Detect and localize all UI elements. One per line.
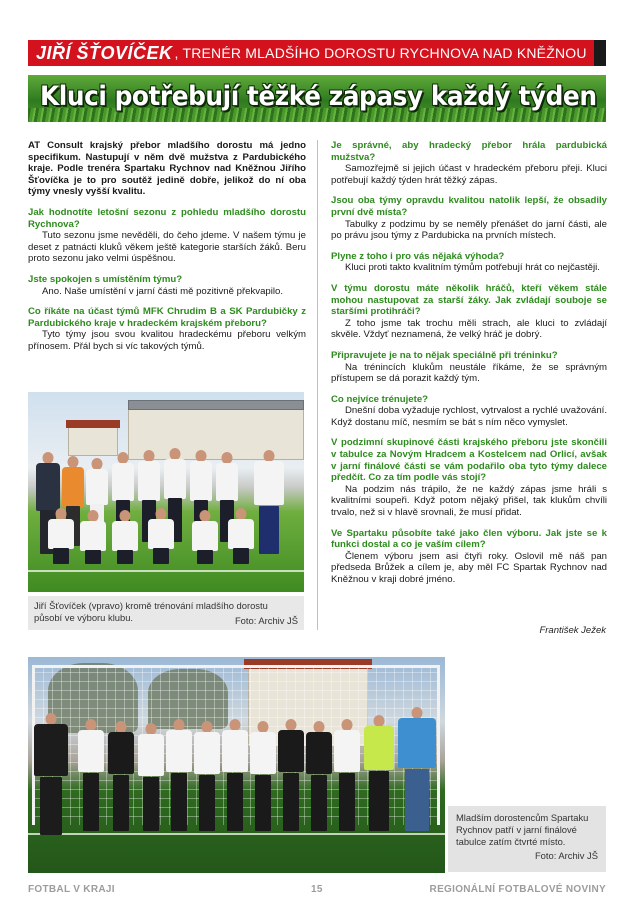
coach (254, 450, 284, 556)
answer: Z toho jsme tak trochu měli strach, ale kluci to zvládají skvěle. Vždyť neznamená, že velký hráč je dobrý. (331, 317, 607, 341)
photo2-credit: Foto: Archiv JŠ (534, 850, 598, 861)
qa-item (331, 195, 607, 241)
headline-strip (28, 75, 606, 122)
team-photo-goal (28, 657, 445, 873)
photo1-caption: Jiří Šťovíček (vpravo) kromě trénování mladšího dorostu působí ve výboru klubu. (34, 600, 268, 623)
photo1-caption-box (28, 596, 304, 630)
question: Co říkáte na účast týmů MFK Chrudim B a SK Pardubičky z Pardubického kraje v hradeckém krajském přeboru? (28, 306, 306, 329)
team-photo-coach (28, 392, 304, 592)
player (108, 721, 134, 833)
qa-item (331, 528, 607, 586)
question: Plyne z toho i pro vás nějaká výhoda? (331, 250, 505, 262)
player-front (148, 508, 174, 564)
qa-item (28, 207, 306, 265)
player-front (80, 510, 106, 564)
question: Jak hodnotíte letošní sezonu z pohledu mladšího dorostu Rychnova? (28, 206, 306, 230)
qa-item (28, 274, 306, 297)
coach (34, 713, 68, 837)
player (222, 719, 248, 833)
answer: Tuto sezonu jsme nevěděli, do čeho jdeme. V našem týmu je deset z patnácti kluků věkem ještě kategorie starších žáků. Beru proto sezonu jako velmi úspěšnou. (28, 230, 306, 265)
right-column (331, 140, 607, 595)
page-number: 15 (311, 884, 323, 895)
player-front (228, 508, 254, 564)
answer: Tyto týmy jsou svou kvalitou hradeckému přeboru velkým přínosem. Přál bych si víc takových týmů. (28, 329, 306, 352)
player (334, 719, 360, 833)
player (278, 719, 304, 833)
title-banner (28, 40, 606, 66)
field-line (28, 570, 304, 572)
player-front (112, 510, 138, 564)
answer: Ano. Naše umístění v jarní části mě pozitivně překvapilo. (42, 285, 284, 297)
footer-publication: REGIONÁLNÍ FOTBALOVÉ NOVINY (429, 884, 606, 895)
left-column (28, 140, 306, 362)
question: Je správné, aby hradecký přebor hrála pardubická mužstva? (331, 140, 607, 163)
article-intro: AT Consult krajský přebor mladšího dorostu má jedno specifikum. Nastupují v něm dvě mužstva z Pardubického kraje. Podle trenéra Spartaku Rychnov nad Kněžnou Jiřího Šťovíčka je to pro soutěž jedině dobře, jelikož do ní oba týmy vnesly vyšší kvalitu. (28, 140, 306, 198)
qa-item (331, 437, 607, 518)
photo2-caption: Mladším dorostencům Spartaku Rychnov patří v jarní finálové tabulce zatím čtvrté místo. (456, 812, 589, 847)
player (166, 719, 192, 833)
goalkeeper (364, 715, 394, 833)
article-author: František Ježek (539, 625, 606, 636)
banner-role: , TRENÉR MLADŠÍHO DOROSTU RYCHNOVA NAD KNĚŽNOU (174, 45, 587, 61)
house (68, 426, 118, 456)
player (138, 723, 164, 833)
answer: Dnešní doba vyžaduje rychlost, vytrvalost a rychlé uvažování. Když dostanu míč, nesmím se bát s ním něco vymyslet. (331, 405, 607, 428)
question: V podzimní skupinové části krajského přeboru jste skončili v tabulce za Novým Hradcem a Kostelcem nad Orlicí, avšak v jarní finálové části se vám podařilo oba tyto týmy dalece předčít. Co za tím podle vás stojí? (331, 437, 607, 484)
answer: Kluci proti takto kvalitním týmům potřebují hrát co nejčastěji. (345, 262, 600, 274)
photo2-caption-box (448, 806, 606, 872)
answer: Na trénincích klukům neustále říkáme, že se správným přístupem se dá porazit každý tým. (331, 361, 607, 385)
stadium-roof (128, 400, 304, 410)
question: Co nejvíce trénujete? (331, 393, 429, 405)
qa-item (331, 251, 607, 274)
article-headline: Kluci potřebují těžké zápasy každý týden (40, 81, 597, 112)
qa-item (331, 140, 607, 186)
footer-section: FOTBAL V KRAJI (28, 884, 115, 895)
question: Ve Spartaku působíte také jako člen výboru. Jak jste se k funkci dostal a co je vaším cílem? (331, 527, 607, 551)
player (250, 721, 276, 833)
player-front (48, 508, 74, 564)
answer: Samozřejmě si jejich účast v hradeckém přeboru přeji. Kluci potřebují každý týden hrát těžký zápas. (331, 163, 607, 186)
page-footer (28, 884, 606, 898)
qa-item (28, 306, 306, 352)
qa-item (331, 283, 607, 341)
banner-name: JIŘÍ ŠŤOVÍČEK (36, 42, 173, 63)
column-divider (317, 140, 318, 630)
qa-item (331, 350, 607, 385)
question: Jste spokojen s umístěním týmu? (28, 273, 183, 285)
player (78, 719, 104, 833)
qa-item (331, 394, 607, 429)
banner-corner (594, 40, 606, 66)
question: Jsou oba týmy opravdu kvalitou natolik lepší, že obsadily první dvě místa? (331, 195, 607, 218)
question: V týmu dorostu máte několik hráčů, kteří věkem stále mohou nastupovat za starší žáky. Jak zvládají souboje se staršími protihráči? (331, 282, 607, 318)
house-roof (66, 420, 120, 428)
answer: Tabulky z podzimu by se neměly přenášet do jarní části, ale po právu jsou týmy z Pardubicka na prvních místech. (331, 218, 607, 242)
player (194, 721, 220, 833)
coach (398, 707, 436, 833)
answer: Na podzim nás trápilo, že ne každý zápas jsme hráli s kvalitními soupeři. Když potom nějaký přišel, tak klukům chvíli trvalo, než si v hlavě srovnali, že musí přidat. (331, 483, 607, 519)
question: Připravujete je na to nějak speciálně při tréninku? (331, 349, 558, 361)
photo1-credit: Foto: Archiv JŠ (234, 615, 298, 626)
answer: Členem výboru jsem asi čtyři roky. Oslovil mě náš pan předseda Brůžek a cílem je, aby měl FC Spartak Rychnov nad Kněžnou v kraji dobré jméno. (331, 550, 607, 585)
player-front (192, 510, 218, 564)
player (306, 721, 332, 833)
field-line (28, 833, 445, 835)
